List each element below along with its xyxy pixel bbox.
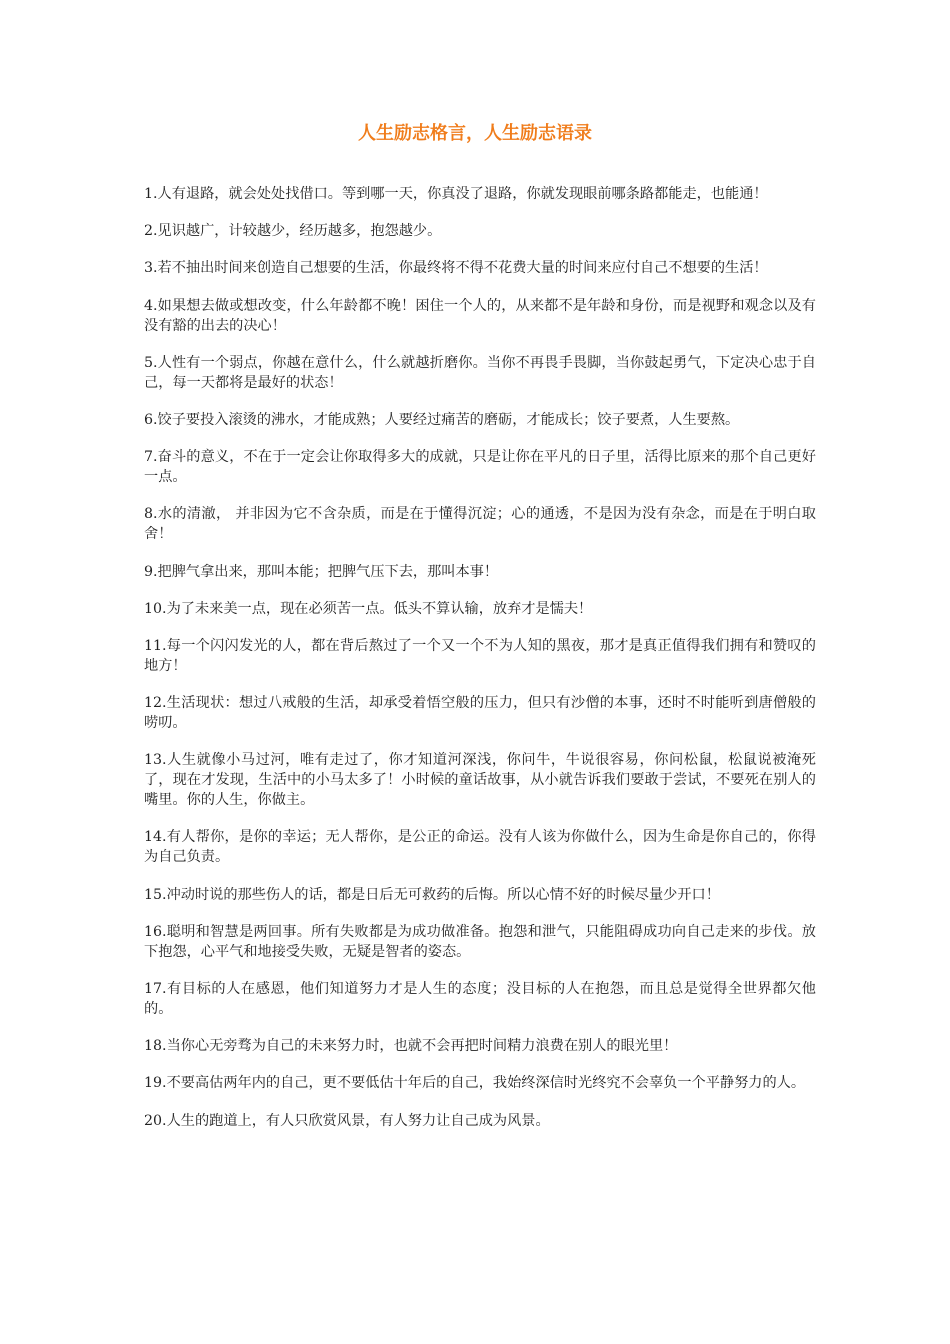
quote-item: 3.若不抽出时间来创造自己想要的生活，你最终将不得不花费大量的时间来应付自己不想要的生活！ [144,260,768,277]
quote-item: 11.每一个闪闪发光的人，都在背后熬过了一个又一个不为人知的黑夜，那才是真正值得我们拥有和赞叹的地方！ [144,637,816,674]
quote-item: 8.水的清澈， 并非因为它不含杂质，而是在于懂得沉淀；心的通透，不是因为没有杂念，而是在于明白取舍！ [144,506,816,543]
quote-item: 18.当你心无旁骛为自己的未来努力时，也就不会再把时间精力浪费在别人的眼光里！ [144,1038,678,1055]
quote-item: 6.饺子要投入滚烫的沸水，才能成熟；人要经过痛苦的磨砺，才能成长；饺子要煮，人生要熬。 [144,411,740,428]
quote-item: 19.不要高估两年内的自己，更不要低估十年后的自己，我始终深信时光终究不会辜负一个平静努力的人。 [144,1075,806,1092]
quote-item: 10.为了未来美一点，现在必须苦一点。低头不算认输，放弃才是懦夫！ [144,600,593,617]
quote-item: 20.人生的跑道上，有人只欣赏风景，有人努力让自己成为风景。 [144,1112,550,1129]
quote-item: 7.奋斗的意义，不在于一定会让你取得多大的成就，只是让你在平凡的日子里，活得比原来的那个自己更好一点。 [144,449,816,486]
quote-item: 14.有人帮你，是你的幸运；无人帮你，是公正的命运。没有人该为你做什么，因为生命是你自己的，你得为自己负责。 [144,829,816,866]
quote-item: 17.有目标的人在感恩，他们知道努力才是人生的态度；没目标的人在抱怨，而且总是觉得全世界都欠他的。 [144,981,816,1017]
quote-item: 4.如果想去做或想改变，什么年龄都不晚！困住一个人的，从来都不是年龄和身份，而是视野和观念以及有没有豁的出去的决心！ [144,297,816,334]
quote-item: 15.冲动时说的那些伤人的话，都是日后无可救药的后悔。所以心情不好的时候尽量少开口！ [144,886,720,903]
quote-list [144,184,816,1148]
quote-item: 2.见识越广，计较越少，经历越多，抱怨越少。 [144,223,442,240]
page-title: 人生励志格言，人生励志语录 [358,123,592,144]
quote-item: 12.生活现状：想过八戒般的生活，却承受着悟空般的压力，但只有沙僧的本事，还时不时能听到唐僧般的唠叨。 [144,695,816,732]
quote-item: 13.人生就像小马过河，唯有走过了，你才知道河深浅，你问牛，牛说很容易，你问松鼠，松鼠说被淹死了，现在才发现，生活中的小马太多了！小时候的童话故事，从小就告诉我们要敢于尝试，不要死在别人的嘴里。你的人生，你做主。 [144,752,816,809]
quote-item: 5.人性有一个弱点，你越在意什么，什么就越折磨你。当你不再畏手畏脚，当你鼓起勇气，下定决心忠于自己，每一天都将是最好的状态！ [144,354,816,391]
quote-item: 9.把脾气拿出来，那叫本能；把脾气压下去，那叫本事！ [144,563,499,580]
quote-item: 16.聪明和智慧是两回事。所有失败都是为成功做准备。抱怨和泄气，只能阻碍成功向自己走来的步伐。放下抱怨，心平气和地接受失败，无疑是智者的姿态。 [144,923,816,960]
quote-item: 1.人有退路，就会处处找借口。等到哪一天，你真没了退路，你就发现眼前哪条路都能走，也能通！ [144,186,768,202]
